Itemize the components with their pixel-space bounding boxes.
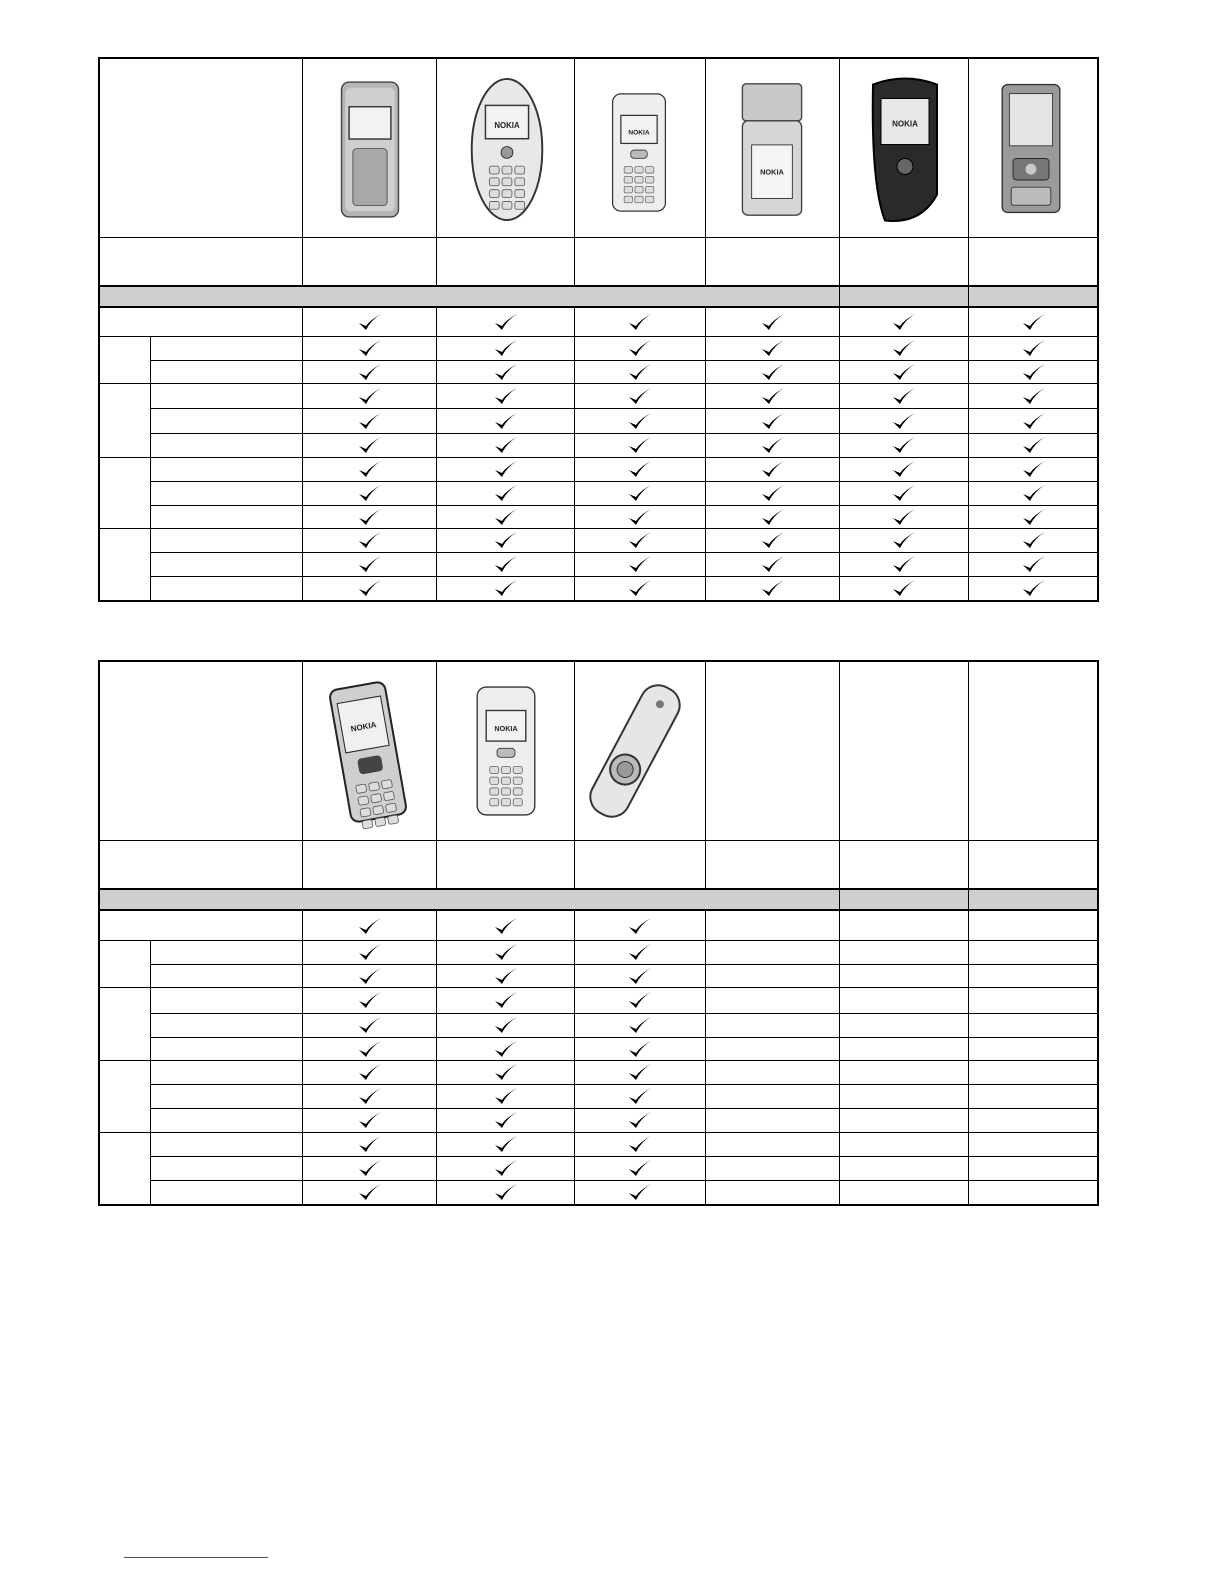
checkmark-icon xyxy=(969,308,1099,336)
section-band xyxy=(100,285,1097,308)
checkmark-icon xyxy=(303,1108,436,1132)
footnote-rule xyxy=(124,1557,268,1558)
checkmark-icon xyxy=(437,383,574,408)
checkmark-icon xyxy=(303,576,436,600)
checkmark-icon xyxy=(437,911,574,940)
checkmark-icon xyxy=(706,408,839,433)
empty-cell xyxy=(706,1060,839,1084)
checkmark-icon xyxy=(303,1037,436,1060)
phone-brand-label: NOKIA xyxy=(892,119,918,129)
checkmark-icon xyxy=(840,552,968,576)
compatibility-table-1 xyxy=(98,57,1099,602)
checkmark-icon xyxy=(437,964,574,987)
empty-cell xyxy=(969,1060,1099,1084)
checkmark-icon xyxy=(969,481,1099,505)
checkmark-icon xyxy=(303,336,436,360)
checkmark-icon xyxy=(437,433,574,457)
empty-cell xyxy=(706,1132,839,1156)
checkmark-icon xyxy=(706,505,839,528)
checkmark-icon xyxy=(969,576,1099,600)
checkmark-icon xyxy=(303,1132,436,1156)
checkmark-icon xyxy=(437,1084,574,1108)
oval-keypad-phone-icon xyxy=(467,76,547,223)
checkmark-icon xyxy=(437,457,574,481)
checkmark-icon xyxy=(840,336,968,360)
checkmark-icon xyxy=(840,383,968,408)
phone-brand-label: NOKIA xyxy=(760,167,784,177)
checkmark-icon xyxy=(575,1060,705,1084)
checkmark-icon xyxy=(706,457,839,481)
checkmark-icon xyxy=(575,457,705,481)
empty-cell xyxy=(706,987,839,1013)
empty-cell xyxy=(969,1013,1099,1037)
checkmark-icon xyxy=(575,528,705,552)
empty-cell xyxy=(706,911,839,940)
checkmark-icon xyxy=(303,552,436,576)
checkmark-icon xyxy=(437,336,574,360)
checkmark-icon xyxy=(575,505,705,528)
checkmark-icon xyxy=(969,408,1099,433)
empty-cell xyxy=(969,1084,1099,1108)
empty-cell xyxy=(969,940,1099,964)
empty-cell xyxy=(969,1037,1099,1060)
checkmark-icon xyxy=(437,552,574,576)
checkmark-icon xyxy=(437,528,574,552)
empty-cell xyxy=(840,1037,968,1060)
checkmark-icon xyxy=(437,408,574,433)
checkmark-icon xyxy=(437,1156,574,1180)
empty-cell xyxy=(706,940,839,964)
checkmark-icon xyxy=(575,1108,705,1132)
checkmark-icon xyxy=(706,528,839,552)
checkmark-icon xyxy=(575,383,705,408)
checkmark-icon xyxy=(575,1132,705,1156)
checkmark-icon xyxy=(303,1060,436,1084)
checkmark-icon xyxy=(437,1108,574,1132)
checkmark-icon xyxy=(969,360,1099,383)
empty-cell xyxy=(969,1108,1099,1132)
checkmark-icon xyxy=(840,308,968,336)
checkmark-icon xyxy=(437,1037,574,1060)
checkmark-icon xyxy=(575,408,705,433)
phone-brand-label: NOKIA xyxy=(628,129,650,137)
checkmark-icon xyxy=(303,360,436,383)
checkmark-icon xyxy=(303,1180,436,1204)
silver-slide-phone-icon xyxy=(332,76,408,223)
checkmark-icon xyxy=(969,433,1099,457)
checkmark-icon xyxy=(575,987,705,1013)
candybar-keypad-phone-icon xyxy=(470,667,542,835)
empty-cell xyxy=(706,1180,839,1204)
checkmark-icon xyxy=(303,911,436,940)
checkmark-icon xyxy=(840,433,968,457)
empty-cell xyxy=(840,1060,968,1084)
checkmark-icon xyxy=(706,552,839,576)
empty-cell xyxy=(969,911,1099,940)
checkmark-icon xyxy=(706,383,839,408)
checkmark-icon xyxy=(437,505,574,528)
checkmark-icon xyxy=(437,308,574,336)
checkmark-icon xyxy=(303,505,436,528)
curved-black-phone-icon xyxy=(865,68,945,231)
empty-cell xyxy=(840,964,968,987)
empty-cell xyxy=(706,1156,839,1180)
checkmark-icon xyxy=(437,1060,574,1084)
checkmark-icon xyxy=(575,964,705,987)
compatibility-table-2 xyxy=(98,660,1099,1206)
checkmark-icon xyxy=(706,360,839,383)
empty-cell xyxy=(840,987,968,1013)
checkmark-icon xyxy=(303,940,436,964)
checkmark-icon xyxy=(303,1013,436,1037)
empty-cell xyxy=(706,964,839,987)
checkmark-icon xyxy=(969,505,1099,528)
checkmark-icon xyxy=(969,383,1099,408)
checkmark-icon xyxy=(437,1013,574,1037)
checkmark-icon xyxy=(706,576,839,600)
empty-cell xyxy=(706,1013,839,1037)
checkmark-icon xyxy=(575,552,705,576)
checkmark-icon xyxy=(840,481,968,505)
checkmark-icon xyxy=(437,1180,574,1204)
checkmark-icon xyxy=(575,336,705,360)
checkmark-icon xyxy=(575,481,705,505)
candybar-keypad-phone-icon xyxy=(606,81,672,224)
checkmark-icon xyxy=(575,308,705,336)
empty-cell xyxy=(840,1013,968,1037)
checkmark-icon xyxy=(303,528,436,552)
checkmark-icon xyxy=(840,576,968,600)
checkmark-icon xyxy=(706,481,839,505)
checkmark-icon xyxy=(575,1084,705,1108)
checkmark-icon xyxy=(969,336,1099,360)
fold-phone-icon xyxy=(735,74,809,225)
empty-cell xyxy=(969,1132,1099,1156)
checkmark-icon xyxy=(303,481,436,505)
checkmark-icon xyxy=(575,360,705,383)
section-band xyxy=(100,888,1097,911)
empty-cell xyxy=(840,1108,968,1132)
checkmark-icon xyxy=(437,360,574,383)
empty-cell xyxy=(840,911,968,940)
empty-cell xyxy=(706,1084,839,1108)
empty-cell xyxy=(840,940,968,964)
checkmark-icon xyxy=(303,308,436,336)
empty-cell xyxy=(706,1108,839,1132)
phone-brand-label: NOKIA xyxy=(494,724,518,734)
checkmark-icon xyxy=(840,408,968,433)
empty-cell xyxy=(840,1132,968,1156)
checkmark-icon xyxy=(575,1180,705,1204)
checkmark-icon xyxy=(303,1156,436,1180)
empty-cell xyxy=(840,1084,968,1108)
checkmark-icon xyxy=(303,457,436,481)
checkmark-icon xyxy=(969,528,1099,552)
checkmark-icon xyxy=(575,433,705,457)
checkmark-icon xyxy=(437,987,574,1013)
empty-cell xyxy=(969,1156,1099,1180)
checkmark-icon xyxy=(303,383,436,408)
checkmark-icon xyxy=(575,911,705,940)
empty-cell xyxy=(840,1156,968,1180)
checkmark-icon xyxy=(303,433,436,457)
checkmark-icon xyxy=(303,408,436,433)
checkmark-icon xyxy=(575,940,705,964)
checkmark-icon xyxy=(575,576,705,600)
phone-brand-label: NOKIA xyxy=(350,720,378,734)
checkmark-icon xyxy=(840,528,968,552)
empty-cell xyxy=(969,987,1099,1013)
checkmark-icon xyxy=(437,576,574,600)
checkmark-icon xyxy=(303,1084,436,1108)
checkmark-icon xyxy=(437,481,574,505)
checkmark-icon xyxy=(969,552,1099,576)
checkmark-icon xyxy=(575,1156,705,1180)
empty-cell xyxy=(840,1180,968,1204)
checkmark-icon xyxy=(840,457,968,481)
checkmark-icon xyxy=(575,1037,705,1060)
checkmark-icon xyxy=(969,457,1099,481)
empty-cell xyxy=(706,1037,839,1060)
checkmark-icon xyxy=(706,308,839,336)
slider-media-phone-icon xyxy=(995,72,1067,225)
checkmark-icon xyxy=(706,336,839,360)
phone-brand-label: NOKIA xyxy=(494,120,520,130)
checkmark-icon xyxy=(303,964,436,987)
checkmark-icon xyxy=(437,1132,574,1156)
checkmark-icon xyxy=(840,505,968,528)
checkmark-icon xyxy=(303,987,436,1013)
checkmark-icon xyxy=(575,1013,705,1037)
empty-cell xyxy=(969,964,1099,987)
empty-cell xyxy=(969,1180,1099,1204)
tilted-slider-phone-icon xyxy=(328,667,408,837)
swivel-phone-icon xyxy=(585,672,685,830)
checkmark-icon xyxy=(706,433,839,457)
checkmark-icon xyxy=(840,360,968,383)
checkmark-icon xyxy=(437,940,574,964)
